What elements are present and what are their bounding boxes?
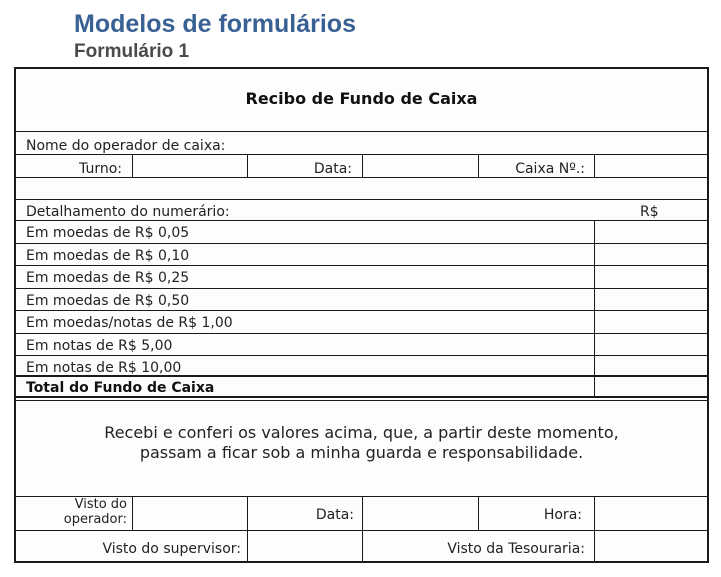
declaration-text xyxy=(16,423,707,463)
amount-field[interactable] xyxy=(595,311,707,333)
treasury-signature-label: Visto da Tesouraria: xyxy=(447,541,585,557)
operator-name-field[interactable] xyxy=(216,132,686,153)
denomination-row-label: Em moedas de R$ 0,25 xyxy=(26,270,190,286)
declaration-line: Recebi e conferi os valores acima, que, a partir deste momento, xyxy=(104,423,619,442)
form-title: Recibo de Fundo de Caixa xyxy=(245,89,478,108)
amount-field[interactable] xyxy=(595,266,707,288)
denomination-row-label: Em notas de R$ 10,00 xyxy=(26,360,182,376)
time-label: Hora: xyxy=(543,507,582,523)
denomination-row-label: Em moedas de R$ 0,05 xyxy=(26,225,190,241)
treasury-signature-field[interactable] xyxy=(595,531,707,563)
time-field[interactable] xyxy=(595,497,707,530)
footer-date-label: Data: xyxy=(315,507,354,523)
cash-fund-receipt-form xyxy=(14,67,709,563)
operator-signature-field[interactable] xyxy=(133,497,247,530)
operator-signature-label xyxy=(16,497,127,527)
operator-name-label: Nome do operador de caixa: xyxy=(26,138,226,154)
declaration-line: passam a ficar sob a minha guarda e responsabilidade. xyxy=(139,443,584,462)
date-label: Data: xyxy=(313,161,352,177)
operator-signature-label-line: operador: xyxy=(63,512,127,527)
shift-label: Turno: xyxy=(79,161,122,177)
register-number-label: Caixa Nº.: xyxy=(515,161,585,177)
denomination-row-label: Em notas de R$ 5,00 xyxy=(26,338,173,354)
register-number-field[interactable] xyxy=(595,155,707,177)
currency-header: R$ xyxy=(640,204,659,220)
divider xyxy=(16,400,707,401)
total-amount-field[interactable] xyxy=(595,377,707,396)
amount-field[interactable] xyxy=(595,334,707,355)
supervisor-signature-label: Visto do supervisor: xyxy=(102,541,241,557)
divider xyxy=(16,199,707,200)
shift-field[interactable] xyxy=(133,155,247,177)
page-title: Modelos de formulários xyxy=(74,10,356,38)
denomination-row-label: Em moedas de R$ 0,50 xyxy=(26,293,190,309)
amount-field[interactable] xyxy=(595,289,707,310)
total-label: Total do Fundo de Caixa xyxy=(26,380,215,396)
operator-signature-label-line: Visto do xyxy=(74,497,127,512)
denomination-row-label: Em moedas de R$ 0,10 xyxy=(26,248,190,264)
footer-date-field[interactable] xyxy=(363,497,478,530)
amount-field[interactable] xyxy=(595,244,707,265)
supervisor-signature-field[interactable] xyxy=(248,531,362,563)
amount-field[interactable] xyxy=(595,221,707,243)
breakdown-label: Detalhamento do numerário: xyxy=(26,204,230,220)
amount-field[interactable] xyxy=(595,356,707,375)
denomination-row-label: Em moedas/notas de R$ 1,00 xyxy=(26,315,233,331)
page-subtitle: Formulário 1 xyxy=(74,41,190,62)
date-field[interactable] xyxy=(363,155,478,177)
